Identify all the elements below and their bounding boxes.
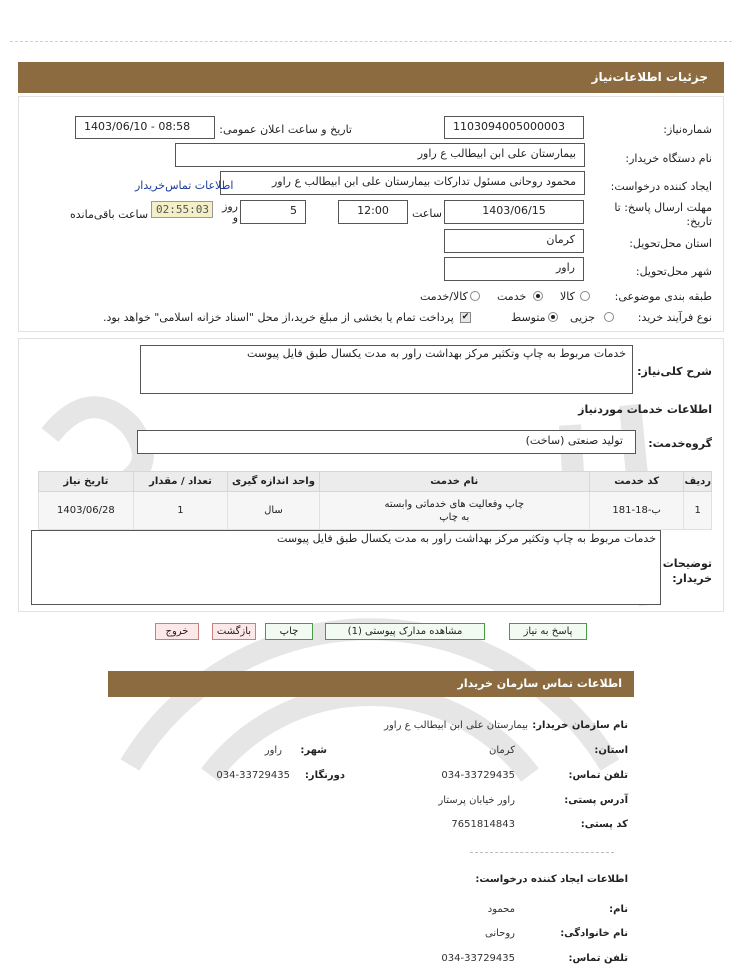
buyer-org-field: بیمارستان علی ابن ابیطالب ع راور [175, 143, 585, 167]
requester-label: ایجاد کننده درخواست: [610, 180, 712, 193]
contact-city-label: شهر: [300, 745, 327, 756]
treasury-payment-checkbox[interactable] [460, 310, 471, 323]
radio-icon [604, 312, 614, 322]
remaining-days-field: 5 [240, 200, 306, 224]
process-option-medium: متوسط [511, 311, 546, 324]
col-header-service-code: کد خدمت [589, 472, 684, 492]
creator-first-name-value: محمود [487, 904, 515, 915]
category-radio-goods[interactable] [580, 289, 590, 302]
need-number-label: شماره‌نیاز: [663, 123, 712, 136]
radio-selected-icon [548, 312, 558, 322]
radio-icon [470, 291, 480, 301]
service-group-label: گروه‌خدمت: [648, 437, 712, 450]
deadline-time-field: 12:00 [338, 200, 408, 224]
buyer-org-name-value: بیمارستان علی ابن ابیطالب ع راور [384, 720, 528, 731]
cell-quantity: 1 [133, 492, 227, 530]
process-radio-medium[interactable] [548, 310, 558, 323]
contact-fax-label: دورنگار: [304, 770, 345, 781]
process-type-label: نوع فرآیند خرید: [637, 311, 712, 324]
need-number-field: 1103094005000003 [444, 116, 584, 139]
category-label: طبقه بندی موضوعی: [614, 290, 712, 303]
contact-postal-label: کد پستی: [580, 819, 628, 830]
creator-last-name-label: نام خانوادگی: [560, 928, 628, 939]
buyer-org-name-label: نام سازمان خریدار: [532, 720, 628, 731]
deadline-label: مهلت ارسال پاسخ: تا تاریخ: [614, 201, 712, 228]
contact-section-header [108, 671, 634, 697]
services-table [38, 471, 712, 530]
remaining-time-counter: 02:55:03 [151, 201, 213, 218]
buyer-notes-field: خدمات مربوط به چاپ وتکثیر مرکز بهداشت راور به مدت یکسال طبق فایل پیوست [31, 530, 661, 605]
view-attachments-button[interactable]: مشاهده مدارک پیوستی (1) [325, 623, 485, 640]
cell-service-name: چاپ وفعالیت های خدماتی وابسته به چاپ [319, 492, 589, 530]
category-radio-service[interactable] [533, 289, 543, 302]
print-button[interactable]: چاپ [265, 623, 313, 640]
delivery-city-label: شهر محل‌تحویل: [635, 265, 712, 278]
creator-phone-value: 034-33729435 [441, 953, 515, 964]
buyer-contact-link[interactable]: اطلاعات تماس‌خریدار [135, 179, 234, 192]
contact-phone-value: 034-33729435 [441, 770, 515, 781]
cell-service-code: ب-18-181 [589, 492, 684, 530]
top-divider [10, 41, 732, 43]
radio-icon [580, 291, 590, 301]
contact-fax-value: 034-33729435 [216, 770, 290, 781]
delivery-province-label: استان محل‌تحویل: [629, 237, 712, 250]
reply-button[interactable]: پاسخ به نیاز [509, 623, 587, 640]
creator-section-title: اطلاعات ایجاد کننده درخواست: [475, 874, 628, 885]
requester-field: محمود روحانی مسئول تدارکات بیمارستان علی ابن ابیطالب ع راور [220, 171, 585, 195]
delivery-province-field: کرمان [444, 229, 584, 253]
need-summary-field: خدمات مربوط به چاپ وتکثیر مرکز بهداشت راور به مدت یکسال طبق فایل پیوست [140, 345, 633, 394]
contact-postal-value: 7651814843 [451, 819, 515, 830]
col-header-unit: واحد اندازه گیری [228, 472, 320, 492]
need-summary-label: شرح کلی‌نیاز: [637, 365, 712, 378]
contact-section-title: اطلاعات تماس سازمان خریدار [457, 677, 622, 690]
buyer-notes-label: توضیحات خریدار: [662, 557, 712, 585]
remaining-time-label: ساعت باقی‌مانده [70, 208, 149, 221]
creator-first-name-label: نام: [609, 904, 628, 915]
contact-divider [470, 852, 614, 853]
contact-city-value: راور [264, 745, 282, 756]
contact-province-value: کرمان [488, 745, 515, 756]
category-radio-both[interactable] [470, 289, 480, 302]
checkmark-icon: ✔ [461, 311, 470, 322]
page-title-bar [18, 62, 724, 93]
service-group-field: تولید صنعتی (ساخت) [137, 430, 636, 454]
announce-date-field: 1403/06/10 - 08:58 [75, 116, 215, 139]
services-section-title: اطلاعات خدمات موردنیاز [578, 403, 712, 416]
process-radio-minor[interactable] [604, 310, 614, 323]
announce-date-label: تاریخ و ساعت اعلان عمومی: [219, 123, 352, 136]
page-title: جزئیات اطلاعات‌نیاز [591, 70, 708, 84]
creator-phone-label: تلفن تماس: [568, 953, 628, 964]
category-option-goods: کالا [560, 290, 575, 303]
col-header-row-number: ردیف [684, 472, 712, 492]
treasury-payment-note: پرداخت تمام یا بخشی از مبلغ خرید،از محل "اسناد خزانه اسلامی" خواهد بود. [103, 311, 454, 324]
buyer-org-label: نام دستگاه خریدار: [625, 152, 712, 165]
creator-last-name-value: روحانی [484, 928, 515, 939]
exit-button[interactable]: خروج [155, 623, 199, 640]
cell-need-date: 1403/06/28 [39, 492, 134, 530]
category-option-service: خدمت [497, 290, 527, 303]
remaining-days-label: روز و [222, 200, 238, 224]
deadline-time-label: ساعت [412, 207, 442, 220]
process-option-minor: جزیی [570, 311, 596, 324]
back-button[interactable]: بازگشت [212, 623, 256, 640]
delivery-city-field: راور [444, 257, 584, 281]
deadline-date-field: 1403/06/15 [444, 200, 584, 224]
col-header-quantity: تعداد / مقدار [133, 472, 227, 492]
radio-selected-icon [533, 291, 543, 301]
table-header-row [39, 472, 712, 492]
cell-row-number: 1 [684, 492, 712, 530]
contact-address-value: راور خیابان پرستار [438, 795, 515, 806]
col-header-service-name: نام خدمت [319, 472, 589, 492]
contact-address-label: آدرس پستی: [564, 795, 628, 806]
col-header-need-date: تاریخ نیاز [39, 472, 134, 492]
contact-province-label: استان: [594, 745, 628, 756]
services-table-wrapper [38, 471, 712, 530]
table-row [39, 492, 712, 530]
cell-unit: سال [228, 492, 320, 530]
contact-phone-label: تلفن تماس: [568, 770, 628, 781]
category-option-both: کالا/خدمت [420, 290, 468, 303]
